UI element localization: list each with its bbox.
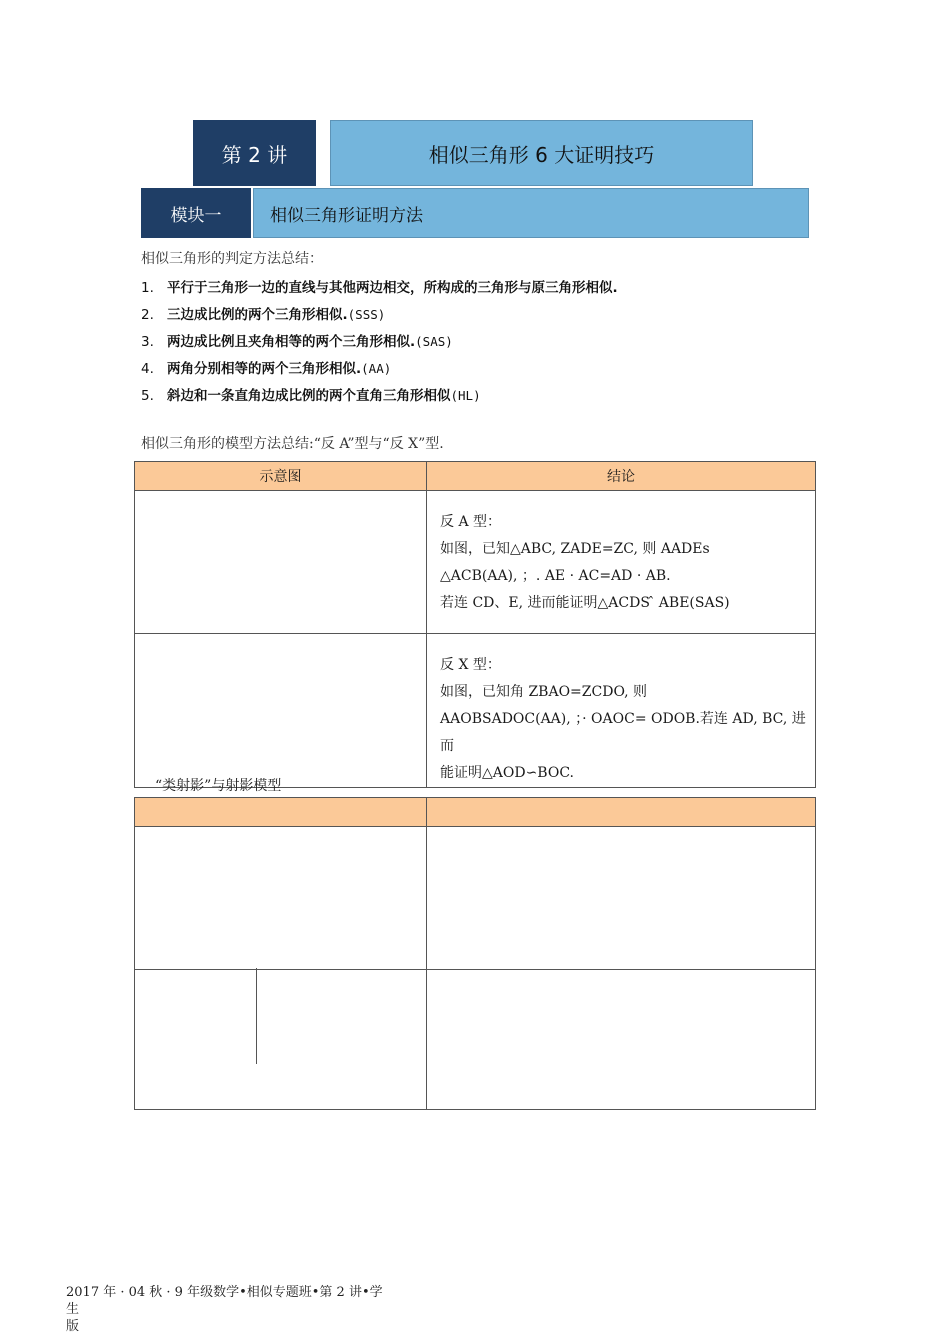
conclusion-cell — [427, 491, 816, 634]
judgment-intro: 相似三角形的判定方法总结： — [141, 251, 323, 267]
method-text: 三边成比例的两个三角形相似. — [167, 307, 348, 323]
model-table — [134, 461, 816, 788]
method-item — [141, 303, 385, 323]
projection-caption: “类射影”与射影模型 — [155, 778, 282, 794]
lecture-number: 第 2 讲 — [193, 120, 316, 186]
method-item — [141, 384, 481, 404]
diagram-cell — [135, 491, 427, 634]
method-item — [141, 276, 618, 296]
conclusion-cell — [427, 827, 816, 970]
method-text: 平行于三角形一边的直线与其他两边相交，所构成的三角形与原三角形相似. — [167, 280, 618, 296]
method-item — [141, 357, 391, 377]
method-text: 两角分别相等的两个三角形相似. — [167, 361, 362, 377]
module-title: 相似三角形证明方法 — [253, 188, 809, 238]
conclusion-line: 反 X 型： — [440, 657, 501, 673]
method-number: 1. — [141, 280, 154, 296]
conclusion-line: 反 A 型： — [440, 514, 502, 530]
conclusion-cell — [427, 970, 816, 1110]
method-number: 3. — [141, 334, 154, 350]
method-text: 两边成比例且夹角相等的两个三角形相似. — [167, 334, 416, 350]
method-number: 4. — [141, 361, 154, 377]
column-header-diagram — [135, 798, 427, 827]
method-text: 斜边和一条直角边成比例的两个直角三角形相似 — [167, 388, 451, 404]
conclusion-line: 如图，已知△ABC, ZADE=ZC, 则 AADEs — [440, 541, 710, 557]
conclusion-line: △ACB(AA), ；. AE · AC=AD · AB. — [440, 568, 671, 584]
page-footer — [66, 1284, 386, 1335]
module-label: 模块一 — [141, 188, 251, 238]
model-intro: 相似三角形的模型方法总结:“反 A”型与“反 X”型. — [141, 436, 444, 452]
conclusion-cell — [427, 634, 816, 788]
footer-line: 2017 年 · 04 秋 · 9 年级数学•相似专题班•第 2 讲•学生 — [66, 1285, 383, 1317]
diagram-cell — [135, 634, 427, 788]
conclusion-line: 若连 CD、E, 进而能证明△ACDS ̂ ABE(SAS) — [440, 595, 730, 611]
footer-line: 版 — [66, 1319, 80, 1334]
conclusion-line: AAOBSADOC(AA), ；· OAOC= ODOB.若连 AD, BC, 进而 — [440, 711, 806, 754]
method-tag: (SSS) — [347, 307, 386, 322]
method-number: 2. — [141, 307, 154, 323]
method-number: 5. — [141, 388, 154, 404]
diagram-cell — [135, 970, 427, 1110]
column-header-diagram: 示意图 — [135, 462, 427, 491]
projection-table — [134, 797, 816, 1110]
method-tag: (SAS) — [415, 334, 453, 349]
column-header-conclusion — [427, 798, 816, 827]
conclusion-line: 如图，已知角 ZBAO=ZCDO, 则 — [440, 684, 648, 700]
diagram-cell — [135, 827, 427, 970]
diagram-divider-line — [256, 968, 257, 1064]
lecture-title: 相似三角形 6 大证明技巧 — [330, 120, 753, 186]
column-header-conclusion: 结论 — [427, 462, 816, 491]
method-item — [141, 330, 453, 350]
conclusion-line: 能证明△AOD∽BOC. — [440, 765, 574, 781]
method-tag: (HL) — [450, 388, 481, 403]
method-tag: (AA) — [361, 361, 392, 376]
